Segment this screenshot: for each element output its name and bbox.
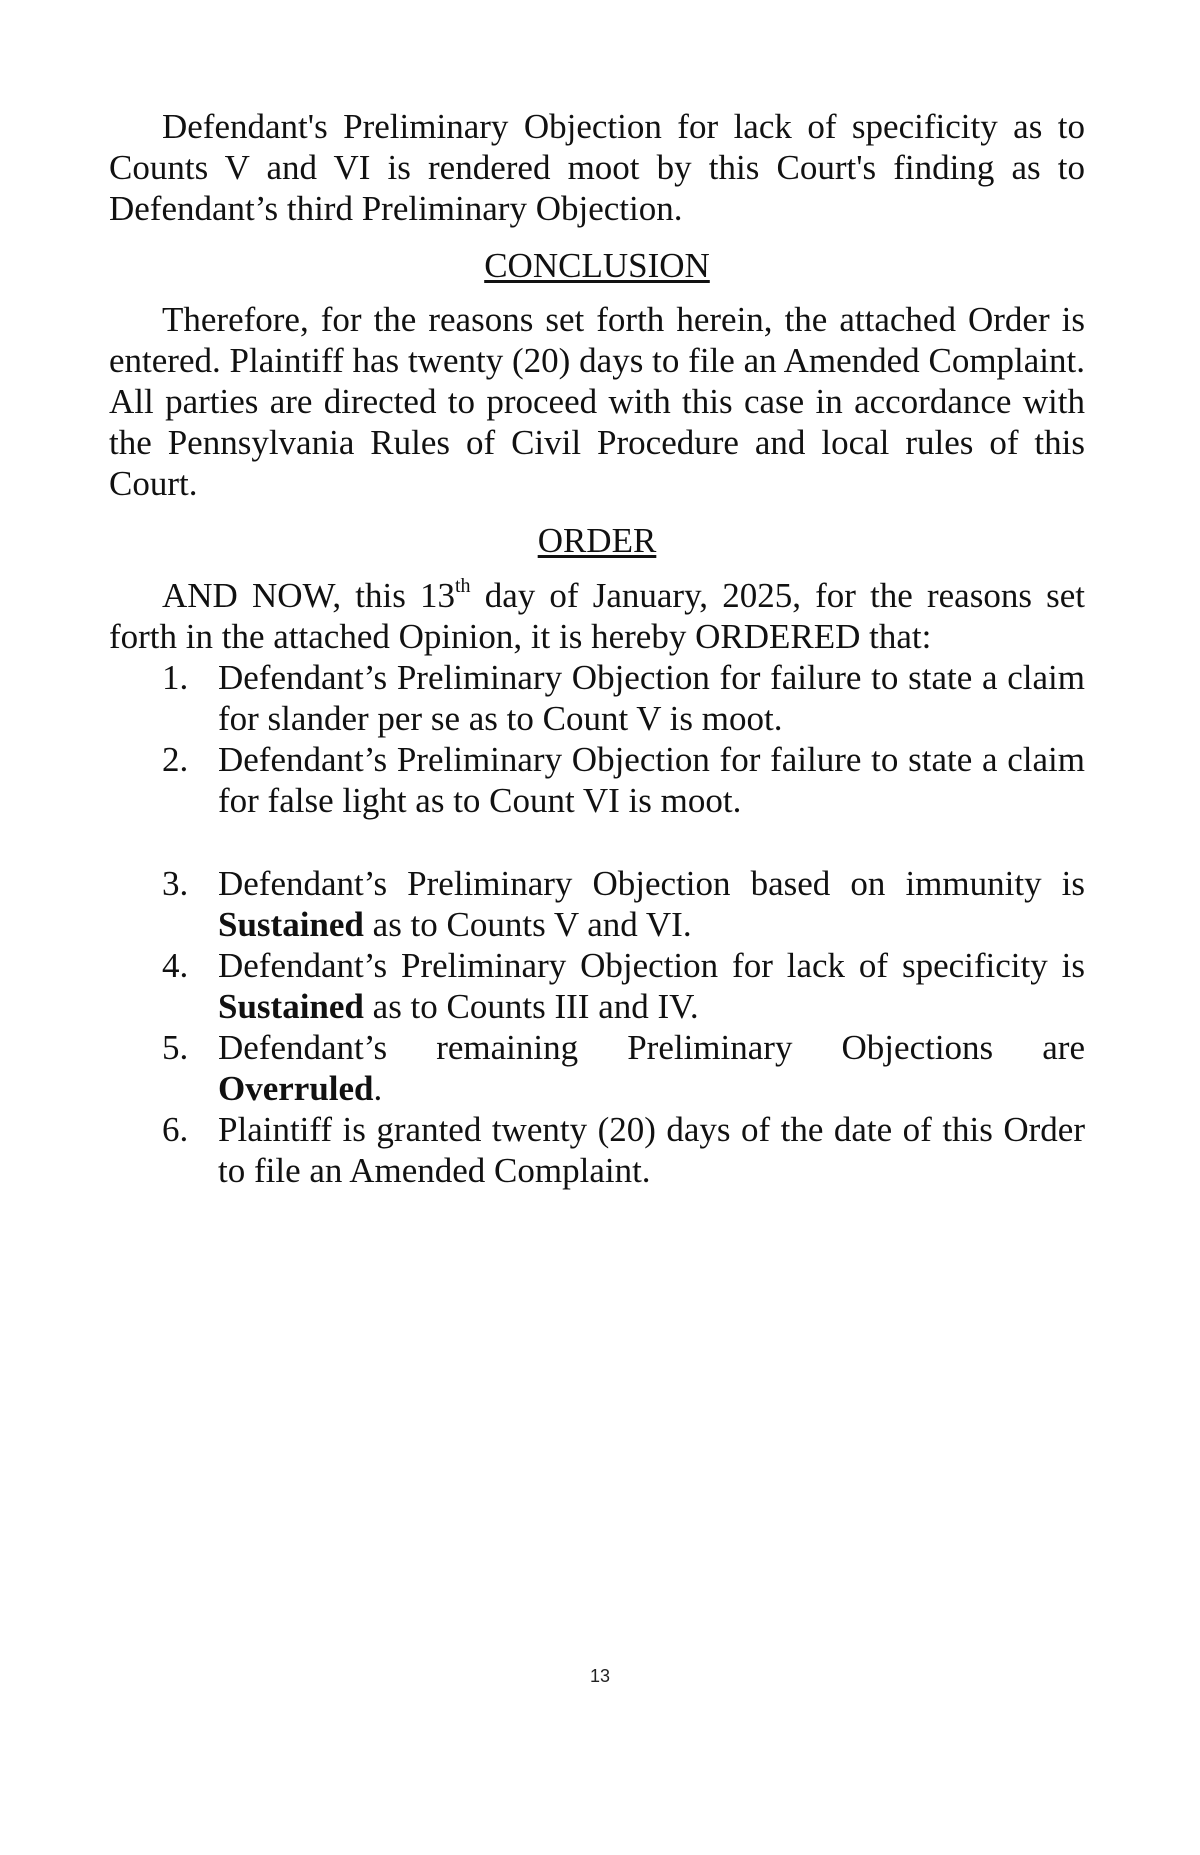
order-list (109, 657, 1085, 1191)
conclusion-heading: CONCLUSION (484, 246, 710, 285)
order-intro (109, 575, 1085, 657)
opening-paragraph: Defendant's Preliminary Objection for lack of specificity as to Counts V and VI is rendered moot by this Court's finding as to Defendant’s third Preliminary Objection. (109, 107, 1085, 228)
page-number: 13 (589, 1666, 611, 1686)
order-intro-end: day of January, 2025, for the reasons set forth in the attached Opinion, it is hereby ORDERED that: (109, 576, 1085, 656)
order-item (109, 657, 1085, 739)
order-intro-start: AND NOW, this 13 (162, 576, 455, 615)
order-item (109, 945, 1085, 1027)
order-item-number: 5. (162, 1028, 189, 1067)
order-item-number: 3. (162, 864, 189, 903)
order-item-number: 6. (162, 1110, 189, 1149)
order-item (109, 1027, 1085, 1109)
order-item-text: Defendant’s Preliminary Objection for lack of specificity is (218, 946, 1085, 985)
order-item-text: Defendant’s Preliminary Objection based on immunity is (218, 864, 1085, 903)
order-item-ruling: Sustained (218, 905, 364, 944)
order-item-text-end: . (373, 1069, 383, 1108)
conclusion-paragraph: Therefore, for the reasons set forth herein, the attached Order is entered. Plaintiff has twenty (20) days to file an Amended Complaint. All parties are directed to proceed with this case in accordance with the Pennsylvania Rules of Civil Procedure and local rules of this Court. (109, 300, 1085, 503)
order-item-text: Defendant’s Preliminary Objection for failure to state a claim for false light as to Count VI is moot. (218, 740, 1085, 820)
order-item-text: Defendant’s remaining Preliminary Objections are (218, 1028, 1085, 1067)
order-item-text-end: as to Counts V and VI. (363, 905, 692, 944)
order-item-number: 1. (162, 658, 189, 697)
order-item-ruling: Sustained (218, 987, 364, 1026)
order-intro-superscript: th (455, 575, 471, 597)
order-heading: ORDER (537, 521, 657, 560)
order-item-text: Defendant’s Preliminary Objection for failure to state a claim for slander per se as to Count V is moot. (218, 658, 1085, 738)
order-item-number: 2. (162, 740, 189, 779)
order-item (109, 739, 1085, 821)
order-item-text: Plaintiff is granted twenty (20) days of the date of this Order to file an Amended Complaint. (218, 1110, 1085, 1190)
order-item (109, 1109, 1085, 1191)
order-item-text-end: as to Counts III and IV. (363, 987, 699, 1026)
order-item (109, 863, 1085, 945)
order-item-number: 4. (162, 946, 189, 985)
order-item-ruling: Overruled (218, 1069, 374, 1108)
document-page (109, 106, 1085, 1191)
